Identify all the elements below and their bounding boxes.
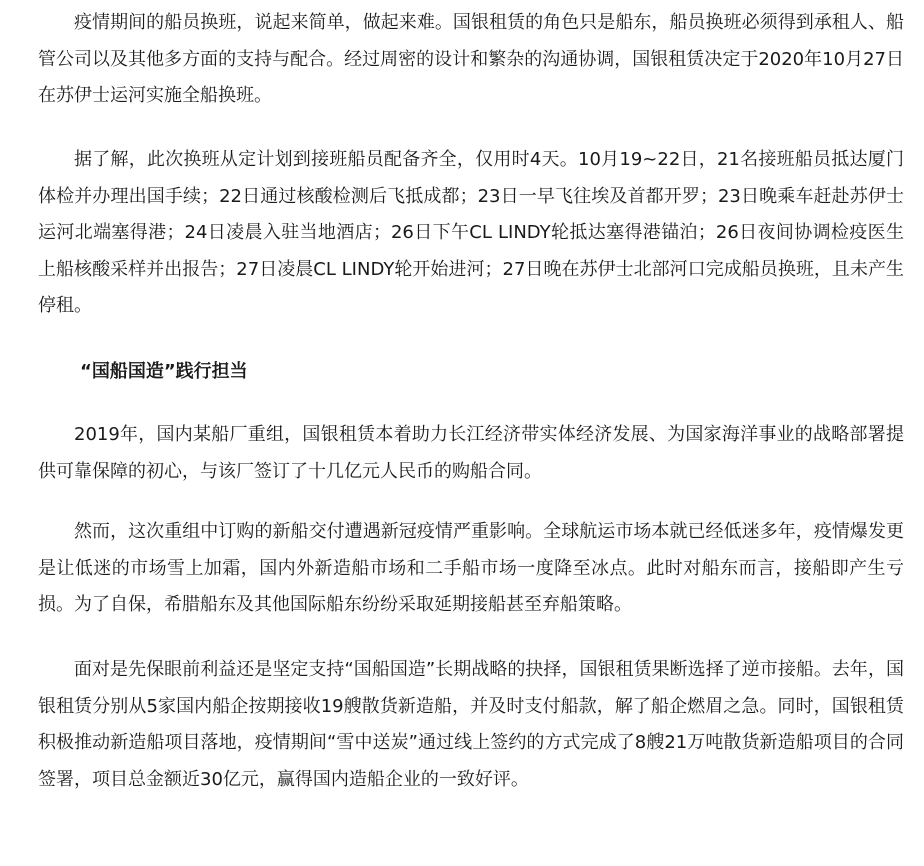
paragraph-crew-change-intro: 疫情期间的船员换班，说起来简单，做起来难。国银租赁的角色只是船东，船员换班必须得到承租人、船管公司以及其他多方面的支持与配合。经过周密的设计和繁杂的沟通协调，国银租赁决定于2020年10月27日在苏伊士运河实施全船换班。	[38, 12, 904, 106]
paragraph-countercyclical-delivery: 面对是先保眼前利益还是坚定支持“国船国造”长期战略的抉择，国银租赁果断选择了逆市接船。去年，国银租赁分别从5家国内船企按期接收19艘散货新造船，并及时支付船款，解了船企燃眉之急。同时，国银租赁积极推动新造船项目落地，疫情期间“雪中送炭”通过线上签约的方式完成了8艘21万吨散货新造船项目的合同签署，项目总金额近30亿元，赢得国内造船企业的一致好评。	[38, 659, 904, 790]
section-heading: “国船国造”践行担当	[80, 361, 248, 382]
paragraph-crew-change-timeline: 据了解，此次换班从定计划到接班船员配备齐全，仅用时4天。10月19~22日，21名接班船员抵达厦门体检并办理出国手续；22日通过核酸检测后飞抵成都；23日一早飞往埃及首都开罗；23日晚乘车赶赴苏伊士运河北端塞得港；24日凌晨入驻当地酒店；26日下午CL LINDY轮抵达塞得港锚泊；26日夜间协调检疫医生上船核酸采样并出报告；27日凌晨CL LINDY轮开始进河；27日晚在苏伊士北部河口完成船员换班，且未产生停租。	[38, 149, 904, 316]
paragraph-shipyard-contract: 2019年，国内某船厂重组，国银租赁本着助力长江经济带实体经济发展、为国家海洋事业的战略部署提供可靠保障的初心，与该厂签订了十几亿元人民币的购船合同。	[38, 424, 904, 482]
paragraph-market-impact: 然而，这次重组中订购的新船交付遭遇新冠疫情严重影响。全球航运市场本就已经低迷多年，疫情爆发更是让低迷的市场雪上加霜，国内外新造船市场和二手船市场一度降至冰点。此时对船东而言，接船即产生亏损。为了自保，希腊船东及其他国际船东纷纷采取延期接船甚至弃船策略。	[38, 521, 904, 615]
